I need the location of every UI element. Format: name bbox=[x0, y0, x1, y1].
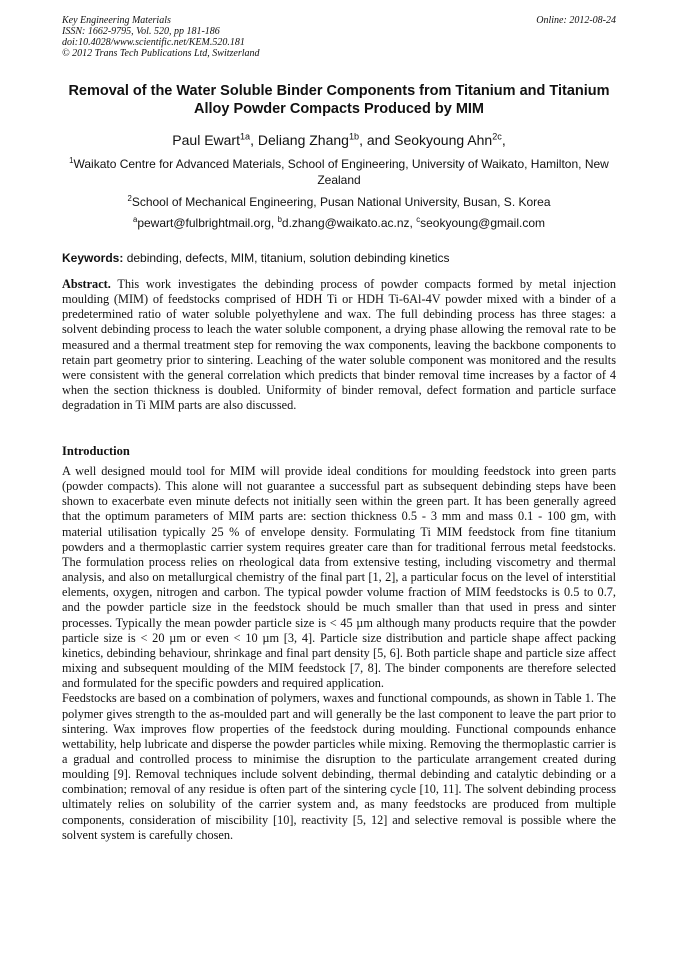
affiliation-2 bbox=[62, 194, 616, 210]
author-separator: , and bbox=[359, 132, 395, 148]
paper-title: Removal of the Water Soluble Binder Components from Titanium and Titanium Alloy Powder Compacts Produced by MIM bbox=[68, 83, 610, 117]
author-name: Paul Ewart bbox=[172, 132, 240, 148]
author-list bbox=[62, 131, 616, 149]
author-affiliation-mark: 2c bbox=[492, 131, 502, 142]
affiliation-text: Waikato Centre for Advanced Materials, School of Engineering, University of Waikato, Hamilton, New Zealand bbox=[73, 157, 609, 187]
affiliation-text: School of Mechanical Engineering, Pusan National University, Busan, S. Korea bbox=[131, 195, 551, 209]
journal-copyright: © 2012 Trans Tech Publications Ltd, Switzerland bbox=[62, 48, 260, 59]
email-mark: b bbox=[277, 215, 282, 224]
author-separator: , bbox=[250, 132, 258, 148]
section-heading-introduction: Introduction bbox=[62, 444, 130, 458]
affiliation-mark: 2 bbox=[127, 194, 132, 203]
email-link[interactable]: seokyoung@gmail.com bbox=[420, 216, 545, 230]
abstract-text: This work investigates the debinding process of powder compacts formed by metal injection moulding (MIM) of feedstocks comprised of HDH Ti or HDH Ti-6Al-4V powder mixed with a binder of a predetermined ratio of water soluble polyethylene and wax. The full debinding process has three stages: a solvent debinding process to leach the water soluble component, a drying phase allowing the removal rate to be measured and a thermal treatment step for removing the wax components, leaving the backbone components to retain part geometry prior to sintering. Leaching of the water soluble component was monitored and the results were consistent with the general correlation which predicts that binder removal time increases by a factor of 4 when the section thickness is doubled. Uniformity of binder removal, defect formation and particle surface degradation in Ti MIM parts are also discussed. bbox=[62, 277, 616, 413]
author-affiliation-mark: 1a bbox=[239, 131, 251, 142]
email-mark: a bbox=[132, 215, 138, 224]
journal-name: Key Engineering Materials bbox=[62, 15, 171, 26]
affiliation-1 bbox=[62, 156, 616, 188]
author-affiliation-mark: 1b bbox=[348, 131, 360, 142]
abstract bbox=[62, 277, 616, 413]
affiliation-mark: 1 bbox=[69, 156, 74, 165]
paragraph: Feedstocks are based on a combination of polymers, waxes and functional compounds, as shown in Table 1. The polymer gives strength to the as-moulded part and will generally be the last component to leave the part prior to sintering. Wax improves flow properties of the feedstock during moulding. Functional compounds enhance wettability, help lubricate and disperse the powder particles while mixing. Removing the thermoplastic carrier is a gradual and controlled process to minimise the disruption to the particulate arrangement created during moulding [9]. Removal techniques include solvent debinding, thermal debinding and catalytic debinding or a combination; removal of any residue is often part of the sintering cycle [10, 11]. The solvent debinding process ultimately relies on solubility of the carrier system and, as many feedstocks are produced from multiple components, consideration of miscibility [10], reactivity [5, 12] and selective removal is possible where the solvent system is carefully chosen. bbox=[62, 691, 616, 842]
keywords bbox=[62, 251, 616, 266]
online-date: Online: 2012-08-24 bbox=[536, 15, 616, 26]
keywords-text: debinding, defects, MIM, titanium, solution debinding kinetics bbox=[123, 251, 450, 265]
author-name: Seokyoung Ahn bbox=[394, 132, 493, 148]
email-mark: c bbox=[416, 215, 421, 224]
email-link[interactable]: pewart@fulbrightmail.org, bbox=[137, 216, 278, 230]
author-end-mark: , bbox=[501, 132, 506, 148]
author-name: Deliang Zhang bbox=[257, 132, 349, 148]
introduction-body bbox=[62, 464, 616, 843]
keywords-label: Keywords: bbox=[62, 251, 124, 265]
journal-header bbox=[62, 15, 616, 59]
journal-doi: doi:10.4028/www.scientific.net/KEM.520.181 bbox=[62, 37, 245, 48]
journal-issn: ISSN: 1662-9795, Vol. 520, pp 181-186 bbox=[62, 26, 220, 37]
abstract-label: Abstract. bbox=[62, 277, 111, 291]
author-emails bbox=[62, 215, 616, 231]
paragraph: A well designed mould tool for MIM will provide ideal conditions for moulding feedstock into green parts (powder compacts). This alone will not guarantee a successful part as subsequent debinding steps have been shown to exacerbate even minute defects not initially seen within the green part. It has been generally agreed that the optimum parameters of MIM parts are: section thickness 0.5 - 3 mm and mass 0.1 - 100 gm, with material utilisation typically 25 % of envelope density. Formulating Ti MIM feedstock from fine titanium powders and a thermoplastic carrier system requires greater care than for traditional ferrous metal feedstocks. The formulation process relies on rheological data from extensive testing, including viscometry and thermal analysis, and also on metallurgical chemistry of the final part [1, 2], a particular focus on the level of interstitial elements, oxygen, nitrogen and carbon. The typical powder volume fraction of MIM feedstocks is 0.5 to 0.7, and the powder particle size in the feedstock should be much smaller than that used in press and sinter processes. Typically the mean powder particle size is < 45 µm although many products require that the powder particle size is < 20 µm or even < 10 µm [3, 4]. Particle size distribution and particle shape affect packing kinetics, debinding behaviour, shrinkage and final part density [5, 6]. Both particle shape and particle size affect mixing and subsequent moulding of the MIM feedstock [7, 8]. The binder components are therefore selected and formulated for the specific powders and required application. bbox=[62, 464, 616, 691]
email-link[interactable]: d.zhang@waikato.ac.nz, bbox=[281, 216, 417, 230]
